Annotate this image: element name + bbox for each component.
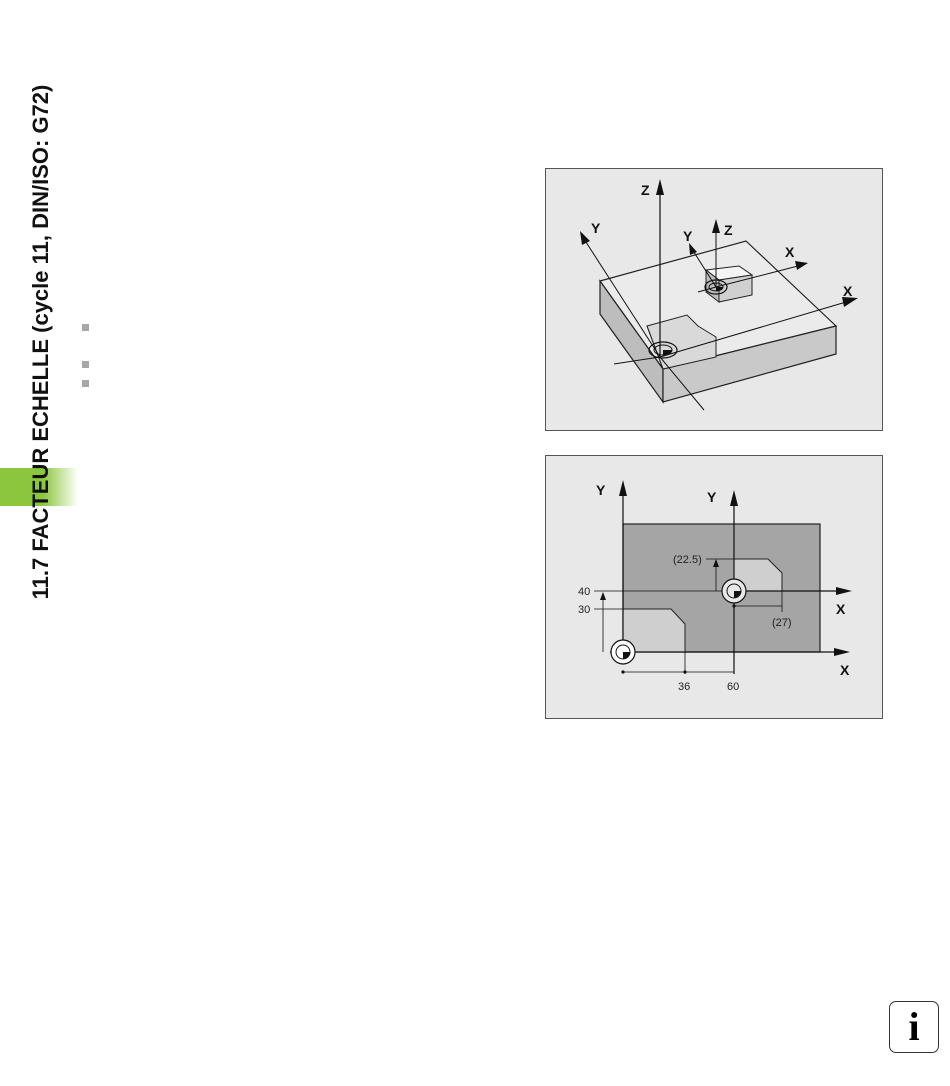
axis-y-label: Y [591, 220, 601, 236]
axis-x-label: X [843, 283, 853, 299]
bullet-marker [82, 380, 89, 387]
axis-x-top-label: X [836, 601, 846, 617]
chapter-title-text: 11.7 FACTEUR ECHELLE (cycle 11, DIN/ISO: G72) [28, 84, 53, 600]
figure-3d-svg [546, 169, 882, 430]
dim-27-label: (27) [772, 617, 792, 629]
axis-z2-label: Z [724, 222, 733, 238]
figure-3d-workpiece [545, 168, 883, 431]
info-button[interactable] [889, 1001, 939, 1053]
axis-y-left-label: Y [596, 482, 606, 498]
dim-60-label: 60 [727, 681, 740, 693]
axis-y2-label: Y [683, 228, 693, 244]
axis-x-bottom-label: X [840, 662, 850, 678]
dim-22-5-label: (22.5) [673, 554, 702, 566]
axis-x2-label: X [785, 244, 795, 260]
axis-y-right-label: Y [707, 489, 717, 505]
axis-z-label: Z [641, 182, 650, 198]
bullet-marker [82, 324, 89, 331]
dim-30-label: 30 [578, 604, 591, 616]
dim-36-label: 36 [678, 681, 691, 693]
figure-2d-dimensions [545, 455, 883, 719]
bullet-marker [82, 361, 89, 368]
figure-2d-svg [546, 456, 882, 718]
info-icon: i [908, 1004, 920, 1049]
dim-40-label: 40 [578, 586, 591, 598]
